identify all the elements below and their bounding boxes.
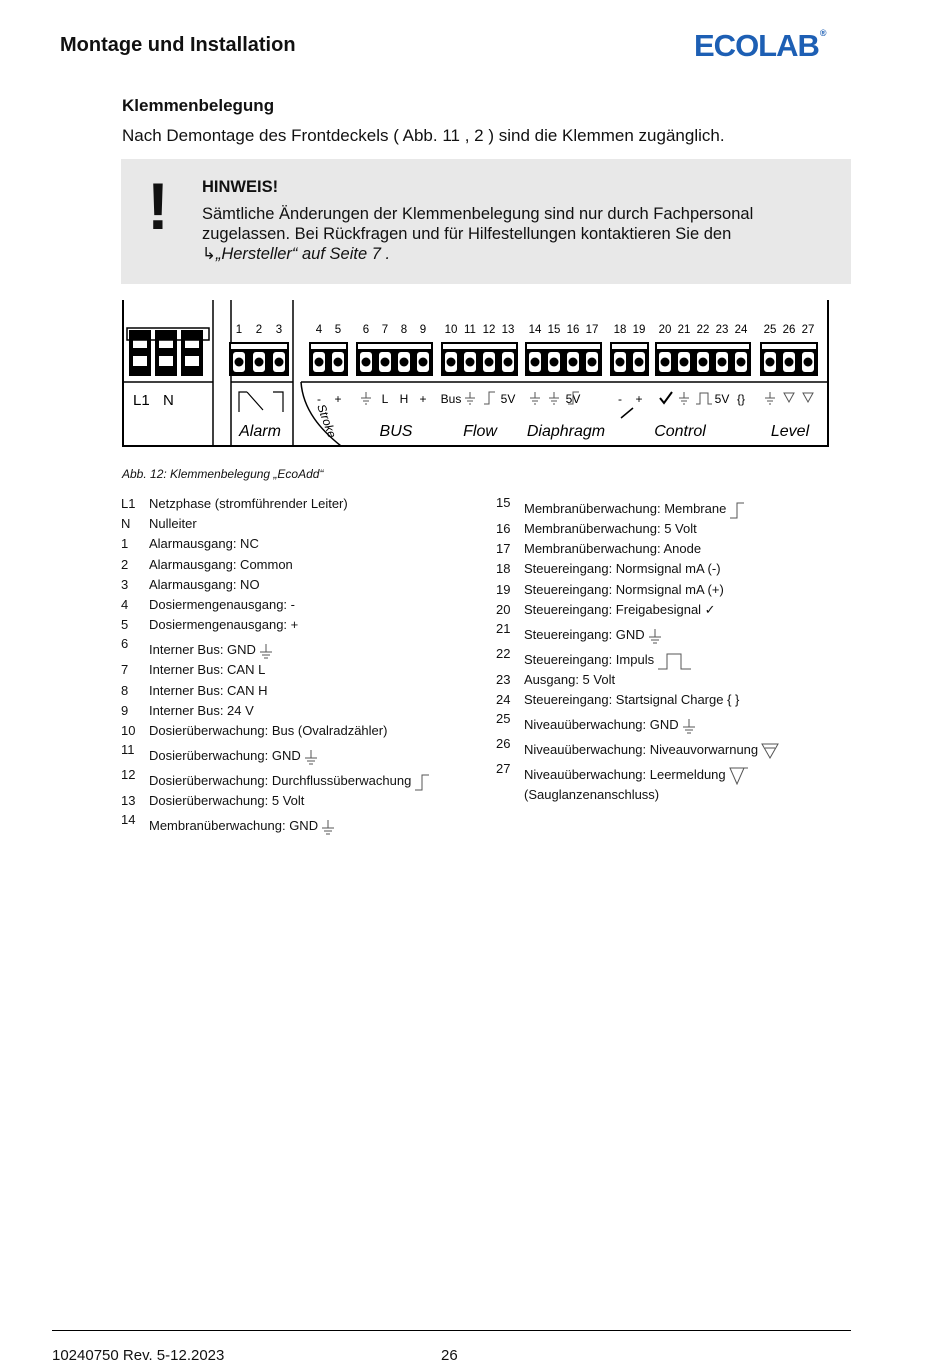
terminal-description <box>149 494 348 514</box>
document-id: 10240750 Rev. 5-12.2023 <box>52 1347 225 1364</box>
description-text: Dosierüberwachung: Bus (Ovalradzähler) <box>149 722 388 738</box>
terminal-screw <box>785 358 794 367</box>
terminal-number: 22 <box>496 645 511 661</box>
terminal-description <box>149 615 298 635</box>
analog-input-icon <box>621 408 633 418</box>
terminal-number: 26 <box>496 736 511 752</box>
exclamation-icon: ! <box>147 169 169 243</box>
description-text: Dosierüberwachung: 5 Volt <box>149 793 305 809</box>
legend-row <box>496 760 856 785</box>
terminal-mark: {} <box>736 392 746 406</box>
terminal-number: 6 <box>121 636 129 652</box>
terminal-screw <box>588 358 597 367</box>
legend-row <box>121 811 481 836</box>
notice-title: HINWEIS! <box>202 178 279 196</box>
ground-icon <box>679 717 696 732</box>
terminal-number-label: 25 <box>763 324 777 336</box>
terminal-screw <box>504 358 513 367</box>
legend-row-continuation <box>496 785 856 805</box>
terminal-number-label: 15 <box>547 324 561 336</box>
terminal-number-label: 6 <box>362 324 370 336</box>
terminal-number-label: 7 <box>381 324 389 336</box>
terminal-number-label: 12 <box>482 324 496 336</box>
terminal-number: 27 <box>496 761 511 777</box>
terminal-mark: + <box>419 392 427 406</box>
legend-row <box>121 660 481 680</box>
section-title: Klemmenbelegung <box>122 96 275 115</box>
description-text: Membranüberwachung: GND <box>149 818 319 834</box>
terminal-description <box>524 715 696 735</box>
legend-row <box>121 721 481 741</box>
terminal-number-label: 18 <box>613 324 627 336</box>
terminal-description <box>149 575 260 595</box>
intro-text: Nach Demontage des Frontdeckels ( Abb. 11 , 2 ) sind die Klemmen zugänglich. <box>122 126 725 145</box>
notice-box <box>121 159 851 284</box>
terminal-screw <box>635 358 644 367</box>
description-text: Niveauüberwachung: Niveauvorwarnung <box>524 742 759 758</box>
arrow-link-icon: ↳ <box>202 245 216 263</box>
terminal-number-label: 16 <box>566 324 580 336</box>
terminal-number-label: 20 <box>658 324 672 336</box>
mains-terminal-window <box>133 340 147 348</box>
terminal-mark: 5V <box>500 392 516 406</box>
terminal-screw <box>616 358 625 367</box>
legend-row <box>496 600 856 620</box>
legend-row <box>496 645 856 670</box>
relay-contact-icon <box>239 392 283 412</box>
legend-row <box>121 494 481 514</box>
legend-row <box>121 766 481 791</box>
group-label-control: Control <box>654 423 706 440</box>
terminal-screw <box>661 358 670 367</box>
legend-row <box>121 741 481 766</box>
terminal-number-label: 1 <box>235 324 243 336</box>
terminal-screw <box>718 358 727 367</box>
level-warning-icon <box>784 393 794 402</box>
terminal-number-label: 22 <box>696 324 710 336</box>
terminal-mark: 5V <box>565 392 581 406</box>
terminal-number-label: 27 <box>801 324 815 336</box>
ground-icon <box>549 392 559 404</box>
terminal-description <box>524 580 724 600</box>
terminal-mark: L <box>381 392 389 406</box>
terminal-number-label: 3 <box>275 324 283 336</box>
description-text: Steuereingang: Impuls <box>524 651 655 667</box>
legend-row <box>121 791 481 811</box>
legend-row <box>121 701 481 721</box>
terminal-number: 25 <box>496 711 511 727</box>
legend-row <box>496 690 856 710</box>
terminal-number-label: 13 <box>501 324 515 336</box>
terminal-description <box>149 771 430 791</box>
terminal-screw <box>737 358 746 367</box>
terminal-mark: Bus <box>440 392 462 406</box>
legend-row <box>121 595 481 615</box>
terminal-screw <box>804 358 813 367</box>
terminal-description <box>149 816 335 836</box>
legend-row <box>121 514 481 534</box>
level-warning-icon <box>758 742 779 757</box>
terminal-number-label: 24 <box>734 324 748 336</box>
description-text: Niveauüberwachung: Leermeldung <box>524 767 726 783</box>
terminal-number: 16 <box>496 521 511 536</box>
terminal-screw <box>255 358 264 367</box>
terminal-description <box>524 765 749 785</box>
terminal-description <box>149 555 293 575</box>
description-text: Netzphase (stromführender Leiter) <box>149 496 348 511</box>
mains-terminal-block <box>181 330 203 376</box>
pulse-icon <box>696 393 712 404</box>
terminal-number: 5 <box>121 617 129 633</box>
description-text: Alarmausgang: NO <box>149 576 260 592</box>
terminal-number-label: 8 <box>400 324 408 336</box>
group-label-alarm: Alarm <box>239 423 281 440</box>
group-label-bus: BUS <box>379 423 413 440</box>
mains-terminal-block <box>129 330 151 376</box>
description-text: Dosiermengenausgang: - <box>149 596 295 612</box>
checkmark-icon <box>660 392 672 403</box>
terminal-number: 24 <box>496 692 511 708</box>
terminal-number-label: 19 <box>632 324 646 336</box>
terminal-screw <box>419 358 428 367</box>
terminal-number: 17 <box>496 541 511 557</box>
ground-icon <box>530 392 540 404</box>
terminal-screw <box>680 358 689 367</box>
legend-row <box>496 670 856 690</box>
legend-row <box>121 681 481 701</box>
figure-caption: Abb. 12: Klemmenbelegung „EcoAdd“ <box>122 467 324 481</box>
terminal-screw <box>699 358 708 367</box>
description-text: Steuereingang: Normsignal mA (-) <box>524 561 721 577</box>
terminal-number: 9 <box>121 702 129 718</box>
legend-row <box>496 580 856 600</box>
legend-row <box>496 539 856 559</box>
terminal-mark: + <box>635 392 643 406</box>
terminal-block-slot <box>762 344 816 349</box>
terminal-block-slot <box>612 344 647 349</box>
description-text: Steuereingang: GND <box>524 626 645 642</box>
legend-row <box>121 615 481 635</box>
terminal-number: 12 <box>121 767 136 783</box>
terminal-description <box>149 791 304 811</box>
terminal-screw <box>766 358 775 367</box>
terminal-number: 7 <box>121 662 129 678</box>
description-text: Steuereingang: Normsignal mA (+) <box>524 581 724 597</box>
description-text: Alarmausgang: Common <box>149 556 293 572</box>
terminal-number: 19 <box>496 581 511 597</box>
terminal-block-slot <box>527 344 600 349</box>
continuation-text: (Sauglanzenanschluss) <box>524 787 660 803</box>
terminal-number-label: 26 <box>782 324 796 336</box>
terminal-screw <box>275 358 284 367</box>
terminal-description <box>524 670 615 690</box>
mains-terminal-window <box>159 356 173 366</box>
mains-terminal-window <box>185 340 199 348</box>
terminal-description <box>149 514 197 534</box>
terminal-screw <box>531 358 540 367</box>
terminal-description <box>149 660 265 680</box>
terminal-description <box>524 625 662 645</box>
terminal-screw <box>334 358 343 367</box>
description-text: Nulleiter <box>149 516 197 532</box>
ground-icon <box>361 392 371 404</box>
terminal-description <box>524 690 739 710</box>
level-empty-icon <box>803 393 813 402</box>
terminal-mark: - <box>317 392 321 406</box>
terminal-description <box>524 650 693 670</box>
description-text: Alarmausgang: NC <box>149 536 259 552</box>
terminal-description <box>524 519 697 539</box>
terminal-number: 20 <box>496 601 511 617</box>
terminal-number-label: 21 <box>677 324 691 336</box>
terminal-legend-right <box>496 494 856 806</box>
legend-row <box>496 620 856 645</box>
terminal-mark: 5V <box>714 392 730 406</box>
ground-icon <box>765 392 775 404</box>
legend-row <box>496 710 856 735</box>
terminal-number: 15 <box>496 495 511 510</box>
description-text: Steuereingang: Freigabesignal ✓ <box>524 601 716 617</box>
pulse-icon <box>654 652 693 667</box>
ground-icon <box>679 392 689 404</box>
terminal-number: 23 <box>496 671 511 687</box>
terminal-number: 1 <box>121 536 129 552</box>
group-label-level: Level <box>770 423 810 440</box>
group-label-stroke: Stroke <box>314 402 340 440</box>
terminal-screw <box>569 358 578 367</box>
legend-row <box>121 635 481 660</box>
terminal-description <box>149 534 259 554</box>
terminal-screw <box>315 358 324 367</box>
terminal-number: N <box>121 516 131 532</box>
group-label-flow: Flow <box>463 423 497 440</box>
terminal-block-slot <box>231 344 287 349</box>
terminal-mark: + <box>334 392 342 406</box>
terminal-number: 14 <box>121 812 136 828</box>
terminal-screw <box>362 358 371 367</box>
legend-row <box>121 555 481 575</box>
mains-label-n: N <box>163 392 174 409</box>
description-text: Membranüberwachung: Anode <box>524 541 702 557</box>
terminal-description <box>149 746 318 766</box>
description-text: Interner Bus: CAN H <box>149 682 268 698</box>
description-text: Niveauüberwachung: GND <box>524 717 679 733</box>
ground-icon <box>465 392 475 404</box>
footer-divider <box>52 1330 851 1331</box>
terminal-block-slot <box>311 344 346 349</box>
terminal-block-slot <box>657 344 749 349</box>
terminal-diagram <box>121 300 830 448</box>
step-icon <box>411 773 430 788</box>
step-icon <box>726 501 745 516</box>
page-number: 26 <box>441 1347 458 1364</box>
description-text: Membranüberwachung: Membrane <box>524 501 727 516</box>
terminal-number: 3 <box>121 576 129 592</box>
terminal-number-label: 17 <box>585 324 599 336</box>
mains-terminal-window <box>133 356 147 366</box>
terminal-number-label: 14 <box>528 324 542 336</box>
ground-icon <box>256 642 273 657</box>
description-text: Dosiermengenausgang: + <box>149 617 299 633</box>
mains-label-l1: L1 <box>133 392 150 409</box>
terminal-description <box>524 499 745 519</box>
legend-row <box>496 519 856 539</box>
terminal-number-label: 23 <box>715 324 729 336</box>
level-empty-icon <box>726 767 749 782</box>
terminal-description <box>149 721 387 741</box>
mains-terminal-window <box>159 340 173 348</box>
notice-body: Sämtliche Änderungen der Klemmenbelegung sind nur durch Fachpersonal zugelassen. Bei Rückfragen und für Hilfestellungen kontaktieren Sie den <box>202 205 754 243</box>
terminal-screw <box>447 358 456 367</box>
legend-row <box>496 494 856 519</box>
terminal-number: 18 <box>496 561 511 577</box>
terminal-number: 2 <box>121 556 129 572</box>
description-text: Interner Bus: CAN L <box>149 662 266 678</box>
mains-terminal-window <box>185 356 199 366</box>
terminal-screw <box>550 358 559 367</box>
terminal-screw <box>400 358 409 367</box>
terminal-screw <box>466 358 475 367</box>
description-text: Interner Bus: 24 V <box>149 702 254 718</box>
terminal-description <box>524 559 721 579</box>
terminal-number-label: 5 <box>334 324 342 336</box>
terminal-description <box>524 600 716 620</box>
terminal-number: L1 <box>121 496 136 511</box>
legend-row <box>121 575 481 595</box>
terminal-number: 21 <box>496 620 511 636</box>
terminal-block-slot <box>358 344 431 349</box>
notice-text <box>202 204 842 264</box>
terminal-description <box>149 640 273 660</box>
terminal-screw <box>381 358 390 367</box>
description-text: Membranüberwachung: 5 Volt <box>524 521 697 536</box>
terminal-number-label: 11 <box>464 324 476 336</box>
terminal-block-slot <box>443 344 516 349</box>
group-label-diaphragm: Diaphragm <box>526 423 606 440</box>
terminal-description <box>524 740 779 760</box>
terminal-number: 8 <box>121 682 129 698</box>
terminal-description <box>149 701 254 721</box>
terminal-mark: - <box>618 392 622 406</box>
terminal-description <box>149 595 295 615</box>
terminal-screw <box>485 358 494 367</box>
terminal-description <box>524 539 701 559</box>
terminal-legend-left <box>121 494 481 836</box>
terminal-number-label: 9 <box>419 324 427 336</box>
terminal-description <box>149 681 268 701</box>
description-text: Steuereingang: Startsignal Charge { } <box>524 692 740 708</box>
terminal-number: 4 <box>121 596 129 612</box>
terminal-number: 11 <box>121 742 135 758</box>
mains-terminal-block <box>155 330 177 376</box>
legend-row <box>496 559 856 579</box>
terminal-number-label: 4 <box>315 324 323 336</box>
step-icon <box>484 392 495 404</box>
description-text: Dosierüberwachung: Durchflussüberwachung <box>149 773 412 789</box>
description-text: Ausgang: 5 Volt <box>524 671 616 687</box>
logo-text: ECOLAB <box>694 28 819 63</box>
ground-icon <box>318 818 335 833</box>
description-text: Dosierüberwachung: GND <box>149 748 301 764</box>
legend-row <box>496 735 856 760</box>
ground-icon <box>301 748 318 763</box>
manufacturer-link[interactable]: „Hersteller“ auf Seite 7 . <box>215 245 391 263</box>
terminal-screw <box>235 358 244 367</box>
page-header-title: Montage und Installation <box>60 34 296 56</box>
ecolab-logo: ECOLAB® <box>694 28 826 63</box>
terminal-number-label: 2 <box>255 324 263 336</box>
terminal-number-label: 10 <box>444 324 458 336</box>
terminal-number: 13 <box>121 793 136 809</box>
description-text: Interner Bus: GND <box>149 642 256 658</box>
terminal-number: 10 <box>121 722 136 738</box>
ground-icon <box>645 627 662 642</box>
legend-row <box>121 534 481 554</box>
terminal-mark: H <box>399 392 409 406</box>
